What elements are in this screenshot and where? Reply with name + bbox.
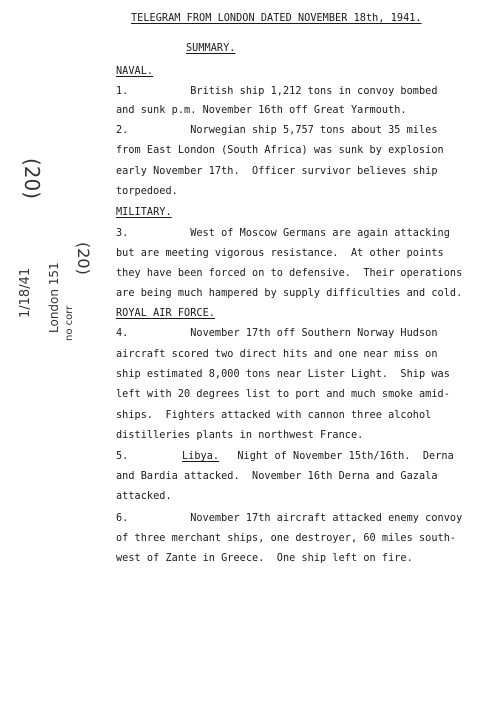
text-line: and Bardia attacked. November 16th Derna and Gazala [116,471,438,482]
text-line: distilleries plants in northwest France. [116,430,364,441]
margin-note-d: (20) [74,242,93,275]
text-line: Night of November 15th/16th. Derna [225,451,454,462]
text-line: 1. British ship 1,212 tons in convoy bombed [116,86,438,97]
margin-note-c: London 151 [47,262,61,333]
document-title: TELEGRAM FROM LONDON DATED NOVEMBER 18th, 1941. [131,13,422,24]
summary-heading: SUMMARY. [186,43,236,54]
text-line: are being much hampered by supply difficulties and cold. [116,288,463,299]
margin-note-e: no corr [64,305,75,341]
section-military: MILITARY. [116,207,172,218]
text-line: 6. November 17th aircraft attacked enemy convoy [116,513,463,524]
text-line: left with 20 degrees list to port and much smoke amid- [116,389,450,400]
margin-note-a: (20) [20,158,44,200]
text-line: torpedoed. [116,186,178,197]
text-line: aircraft scored two direct hits and one near miss on [116,349,438,360]
text-line: attacked. [116,491,172,502]
text-line: but are meeting vigorous resistance. At other points [116,248,444,259]
text-line: 4. November 17th off Southern Norway Hudson [116,328,438,339]
text-line: from East London (South Africa) was sunk by explosion [116,145,444,156]
text-line: they have been forced on to defensive. Their operations [116,268,463,279]
text-line: early November 17th. Officer survivor believes ship [116,166,438,177]
text-line: and sunk p.m. November 16th off Great Yarmouth. [116,105,407,116]
item-number: 5. [116,451,129,462]
text-line: ships. Fighters attacked with cannon three alcohol [116,410,432,421]
section-raf: ROYAL AIR FORCE. [116,308,215,319]
libya-heading: Libya. [182,451,220,462]
text-line: of three merchant ships, one destroyer, 60 miles south- [116,533,457,544]
text-line: west of Zante in Greece. One ship left on fire. [116,553,413,564]
text-line: ship estimated 8,000 tons near Lister Light. Ship was [116,369,450,380]
text-line: 3. West of Moscow Germans are again attacking [116,228,450,239]
section-naval: NAVAL. [116,66,154,77]
text-line: 2. Norwegian ship 5,757 tons about 35 miles [116,125,438,136]
margin-note-b: 1/18/41 [18,267,33,318]
